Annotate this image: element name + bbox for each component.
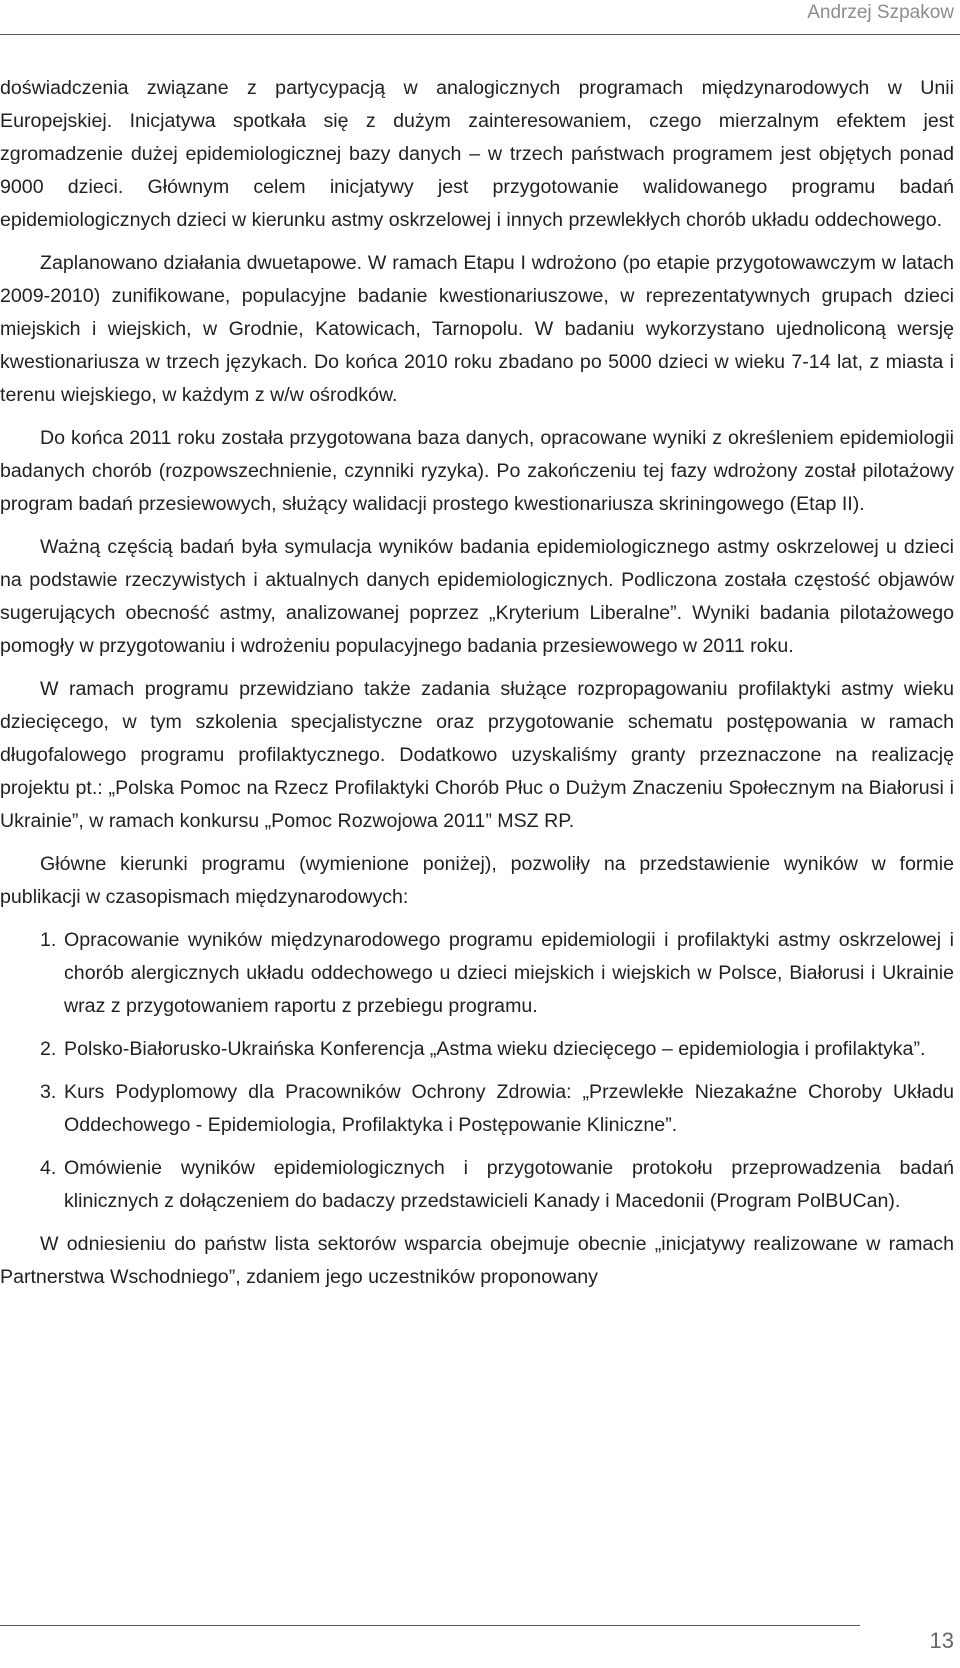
list-item-text: Polsko-Białorusko-Ukraińska Konferencja „Astma wieku dziecięcego – epidemiologia i profilaktyka”.: [64, 1038, 926, 1060]
header-rule: [0, 34, 960, 35]
list-item-number: 2.: [40, 1038, 57, 1060]
list-item-text: Omówienie wyników epidemiologicznych i przygotowanie protokołu przeprowadzenia badań klinicznych z dołączeniem do badaczy przedstawicieli Kanady i Macedonii (Program PolBUCan).: [64, 1157, 954, 1212]
paragraph-5: W ramach programu przewidziano także zadania służące rozpropagowaniu profilaktyki astmy wieku dziecięcego, w tym szkolenia specjalistyczne oraz przygotowanie schematu postępowania w ramach długofalowego programu profilaktycznego. Dodatkowo uzyskaliśmy granty przeznaczone na realizację projektu pt.: „Polska Pomoc na Rzecz Profilaktyki Chorób Płuc o Dużym Znaczeniu Społecznym na Białorusi i Ukrainie”, w ramach konkursu „Pomoc Rozwojowa 2011” MSZ RP.: [0, 678, 954, 832]
list-item-text: Opracowanie wyników międzynarodowego programu epidemiologii i profilaktyki astmy oskrzelowej i chorób alergicznych układu oddechowego u dzieci miejskich i wiejskich w Polsce, Białorusi i Ukrainie wraz z przygotowaniem raportu z przebiegu programu.: [64, 929, 954, 1017]
paragraph-6: Główne kierunki programu (wymienione poniżej), pozwoliły na przedstawienie wyników w formie publikacji w czasopismach międzynarodowych:: [0, 853, 954, 908]
list-item-number: 1.: [40, 929, 57, 951]
list-item: [0, 924, 954, 1023]
paragraph-4: Ważną częścią badań była symulacja wyników badania epidemiologicznego astmy oskrzelowej u dzieci na podstawie rzeczywistych i aktualnych danych epidemiologicznych. Podliczona została częstość objawów sugerujących obecność astmy, analizowanej poprzez „Kryterium Liberalne”. Wyniki badania pilotażowego pomogły w przygotowaniu i wdrożeniu populacyjnego badania przesiewowego w 2011 roku.: [0, 536, 954, 657]
list-item-number: 4.: [40, 1157, 57, 1179]
running-head-author: Andrzej Szpakow: [807, 2, 954, 23]
paragraph-2: Zaplanowano działania dwuetapowe. W ramach Etapu I wdrożono (po etapie przygotowawczym w latach 2009-2010) zunifikowane, populacyjne badanie kwestionariuszowe, w reprezentatywnych grupach dzieci miejskich i wiejskich, w Grodnie, Katowicach, Tarnopolu. W badaniu wykorzystano ujednoliconą wersję kwestionariusza w trzech językach. Do końca 2010 roku zbadano po 5000 dzieci w wieku 7-14 lat, z miasta i terenu wiejskiego, w każdym z w/w ośrodków.: [0, 252, 954, 406]
list-item-number: 3.: [40, 1081, 57, 1103]
page-body: [0, 72, 954, 1294]
list-item: [0, 1076, 954, 1142]
program-directions-list: [0, 924, 954, 1218]
footer-rule: [0, 1625, 860, 1626]
list-item: [0, 1033, 954, 1066]
paragraph-3: Do końca 2011 roku została przygotowana baza danych, opracowane wyniki z określeniem epidemiologii badanych chorób (rozpowszechnienie, czynniki ryzyka). Po zakończeniu tej fazy wdrożony został pilotażowy program badań przesiewowych, służący walidacji prostego kwestionariusza skriningowego (Etap II).: [0, 427, 954, 515]
page-number: 13: [929, 1628, 954, 1653]
list-item: [0, 1152, 954, 1218]
list-item-text: Kurs Podyplomowy dla Pracowników Ochrony Zdrowia: „Przewlekłe Niezakaźne Choroby Układu Oddechowego - Epidemiologia, Profilaktyka i Postępowanie Kliniczne”.: [64, 1081, 954, 1136]
closing-paragraph: W odniesieniu do państw lista sektorów wsparcia obejmuje obecnie „inicjatywy realizowane w ramach Partnerstwa Wschodniego”, zdaniem jego uczestników proponowany: [0, 1233, 954, 1288]
paragraph-1: doświadczenia związane z partycypacją w analogicznych programach międzynarodowych w Unii Europejskiej. Inicjatywa spotkała się z dużym zainteresowaniem, czego mierzalnym efektem jest zgromadzenie dużej epidemiologicznej bazy danych – w trzech państwach programem jest objętych ponad 9000 dzieci. Głównym celem inicjatywy jest przygotowanie walidowanego programu badań epidemiologicznych dzieci w kierunku astmy oskrzelowej i innych przewlekłych chorób układu oddechowego.: [0, 77, 954, 231]
